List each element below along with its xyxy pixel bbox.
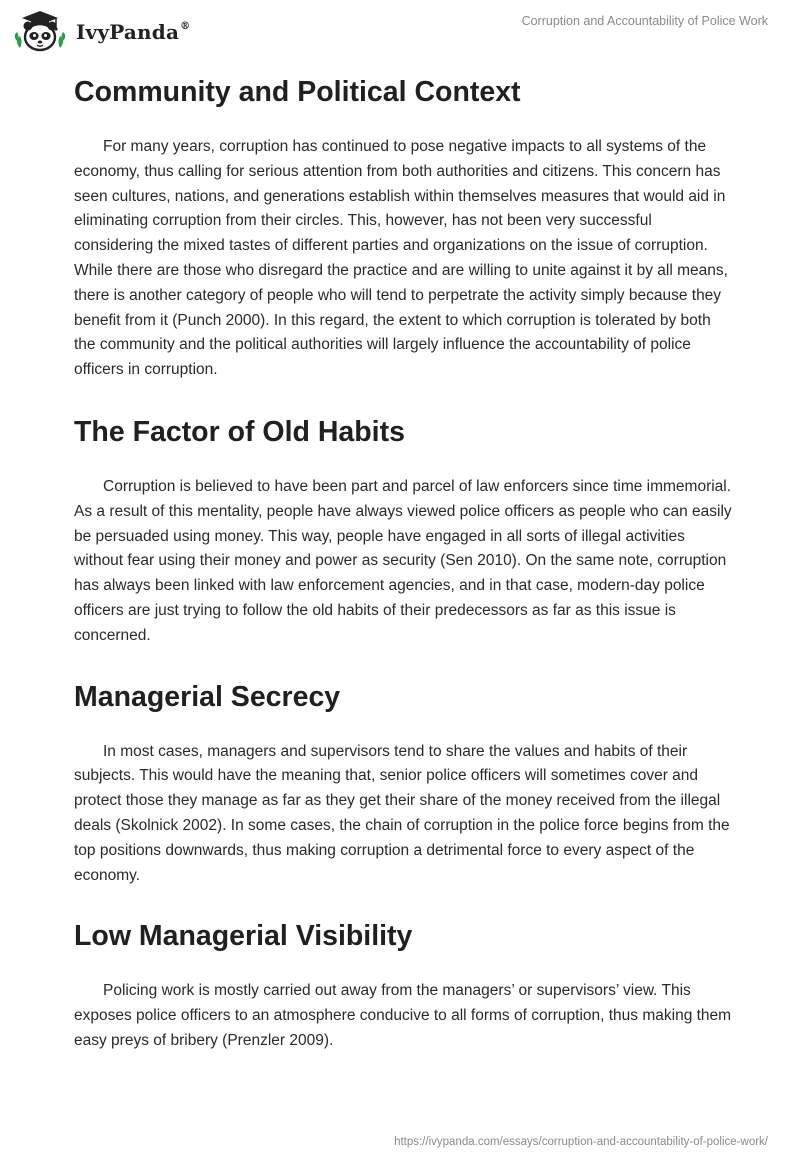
page-header [0,0,800,62]
essay-content [74,66,734,1054]
section-heading: Low Managerial Visibility [74,920,413,953]
source-url-link[interactable]: https://ivypanda.com/essays/corruption-and-accountability-of-police-work/ [394,1136,768,1148]
section-heading: Community and Political Context [74,76,521,108]
brand-name: IvyPanda® [76,20,191,44]
section-paragraph: Policing work is mostly carried out away from the managers’ or supervisors’ view. This exposes police officers to an atmosphere conducive to all forms of corruption, thus making them easy preys of bribery (Prenzler 2009). [74,982,732,1049]
section-heading: The Factor of Old Habits [74,415,405,448]
section-heading: Managerial Secrecy [74,680,341,713]
section-low-managerial-visibility [74,910,734,1053]
section-paragraph: For many years, corruption has continued to pose negative impacts to all systems of the economy, thus calling for serious attention from both authorities and citizens. This concern has seen cultures, nations, and generations establish within themselves measures that would aid in eliminating corruption from their circles. This, however, has not been very successful considering the mixed tastes of different parties and organizations on the issue of corruption. While there are those who disregard the practice and are willing to unite against it by all means, there is another category of people who will tend to perpetrate the activity simply because they benefit from it (Punch 2000). In this regard, the extent to which corruption is tolerated by both the community and the political authorities will largely influence the accountability of police officers in corruption. [74,138,728,379]
section-paragraph: In most cases, managers and supervisors tend to share the values and habits of their subjects. This would have the meaning that, senior police officers will sometimes cover and protect those they manage as far as they get their share of the money received from the illegal deals (Skolnick 2002). In some cases, the chain of corruption in the police force begins from the top positions downwards, thus making corruption a detrimental force to every aspect of the economy. [74,742,730,884]
ivypanda-logo[interactable] [14,8,190,54]
registered-mark: ® [180,21,191,33]
panda-graduate-icon [14,8,66,54]
section-community-political-context [74,66,734,383]
document-title: Corruption and Accountability of Police Work [521,14,768,28]
section-old-habits [74,406,734,649]
section-paragraph: Corruption is believed to have been part and parcel of law enforcers since time immemorial. As a result of this mentality, people have always viewed police officers as people who can easily be persuaded using money. This way, people have engaged in all sorts of illegal activities without fear using their money and power as security (Sen 2010). On the same note, corruption has always been linked with law enforcement agencies, and in that case, modern-day police officers are just trying to follow the old habits of their predecessors as far as this issue is concerned. [74,477,732,644]
section-managerial-secrecy [74,671,734,889]
